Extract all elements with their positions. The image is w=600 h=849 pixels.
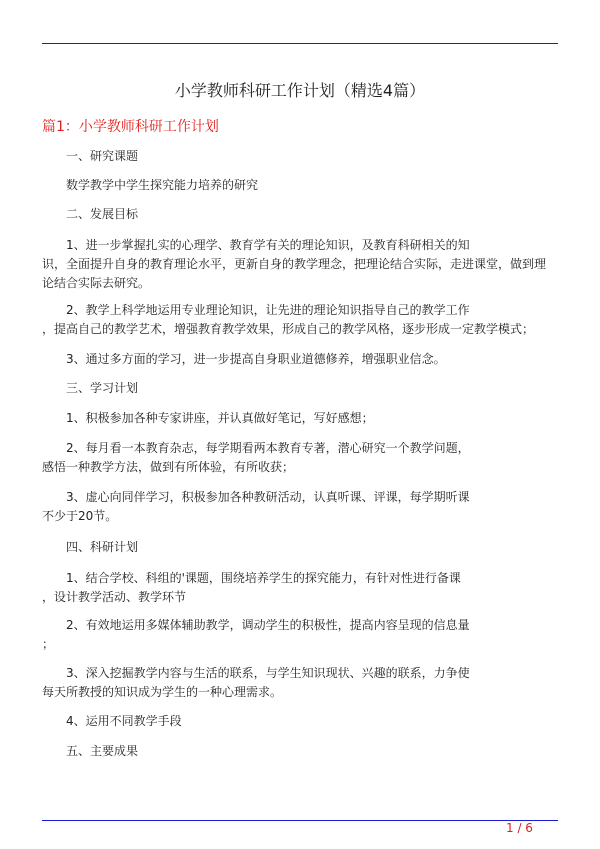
paragraph-line: 三、学习计划	[66, 381, 139, 395]
paragraph-line: 1、结合学校、科组的'课题，围绕培养学生的探究能力，有针对性进行备课	[66, 571, 461, 585]
paragraph	[42, 664, 562, 702]
paragraph-line: 1、积极参加各种专家讲座，并认真做好笔记，写好感想；	[66, 411, 374, 425]
paragraph-line: 2、有效地运用多媒体辅助教学，调动学生的积极性，提高内容呈现的信息量	[66, 618, 470, 632]
paragraph	[42, 205, 562, 224]
paragraph-line: 二、发展目标	[66, 207, 139, 221]
footer-rule	[42, 820, 558, 821]
paragraph-line: 论结合实际去研究。	[42, 276, 151, 290]
paragraph-line: 3、通过多方面的学习，进一步提高自身职业道德修养，增强职业信念。	[66, 352, 446, 366]
paragraph	[42, 301, 562, 339]
paragraph-line: 每天所教授的知识成为学生的一种心理需求。	[42, 685, 283, 699]
paragraph-line: 一、研究课题	[66, 149, 139, 163]
section-heading: 篇1：小学教师科研工作计划	[42, 119, 219, 135]
paragraph	[42, 616, 562, 654]
paragraph	[42, 488, 562, 526]
paragraph-line: 识，全面提升自身的教育理论水平，更新自身的教学理念，把理论结合实际，走进课堂，做到理	[42, 257, 547, 271]
paragraph-line: 四、科研计划	[66, 540, 139, 554]
paragraph-line: 不少于20节。	[42, 509, 118, 523]
paragraph-line: 3、深入挖掘教学内容与生活的联系，与学生知识现状、兴趣的联系，力争使	[66, 666, 470, 680]
paragraph	[42, 379, 562, 398]
paragraph	[42, 742, 562, 761]
paragraph-line: 2、每月看一本教育杂志，每学期看两本教育专著，潜心研究一个教学问题，	[66, 441, 470, 455]
header-rule	[42, 43, 558, 44]
paragraph-line: 数学教学中学生探究能力培养的研究	[66, 178, 259, 192]
paragraph-line: 五、主要成果	[66, 744, 139, 758]
paragraph-line: 1、进一步掌握扎实的心理学、教育学有关的理论知识，及教育科研相关的知	[66, 238, 470, 252]
paragraph-line: ，提高自己的教学艺术，增强教育教学效果，形成自己的教学风格，逐步形成一定教学模式；	[42, 322, 535, 336]
document-title: 小学教师科研工作计划（精选4篇）	[174, 81, 426, 100]
paragraph-line: 4、运用不同教学手段	[66, 714, 182, 728]
paragraph	[42, 236, 562, 293]
paragraph	[42, 176, 562, 195]
paragraph	[42, 409, 562, 428]
paragraph	[42, 538, 562, 557]
page-indicator: 1 / 6	[506, 821, 533, 835]
paragraph-line: 3、虚心向同伴学习，积极参加各种教研活动，认真听课、评课，每学期听课	[66, 490, 470, 504]
paragraph	[42, 712, 562, 731]
paragraph	[42, 439, 562, 477]
paragraph	[42, 147, 562, 166]
paragraph-line: ，设计教学活动、教学环节	[42, 590, 187, 604]
paragraph	[42, 569, 562, 607]
paragraph	[42, 350, 562, 369]
paragraph-line: 感悟一种教学方法，做到有所体验，有所收获；	[42, 460, 295, 474]
paragraph-line: 2、教学上科学地运用专业理论知识，让先进的理论知识指导自己的教学工作	[66, 303, 470, 317]
paragraph-line: ；	[42, 637, 55, 651]
